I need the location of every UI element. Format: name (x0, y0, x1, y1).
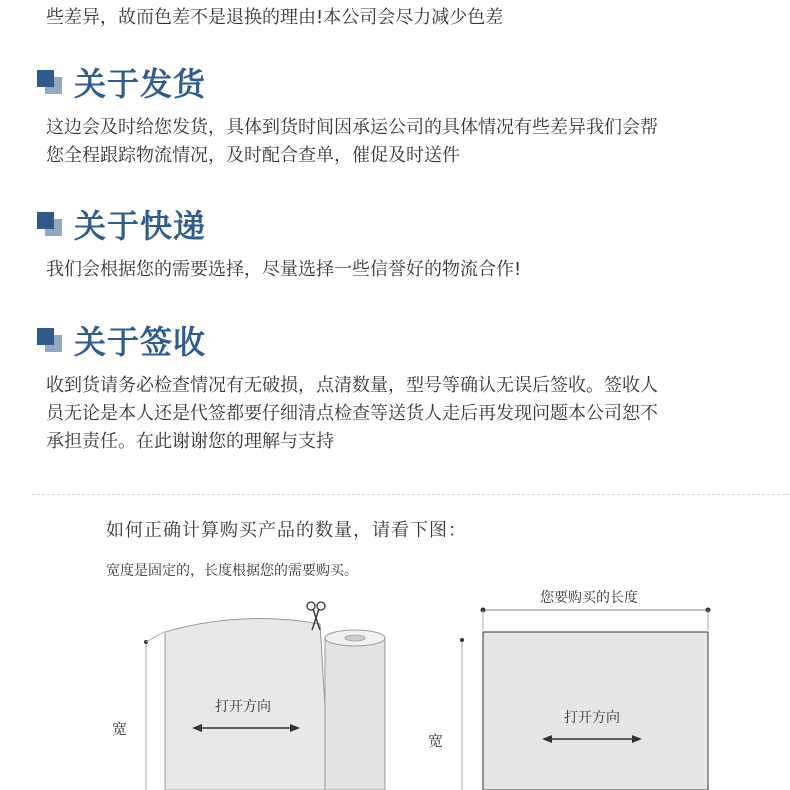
section-heading (36, 202, 756, 246)
heading-text: 关于发货 (74, 65, 207, 103)
right-length-label: 您要购买的长度 (540, 590, 638, 606)
section-shipping (36, 60, 756, 170)
section-body (46, 114, 756, 170)
left-width-label: 宽 (112, 720, 128, 738)
square-bullet-icon (36, 68, 66, 96)
roll-cylinder (325, 630, 385, 790)
square-bullet-icon (36, 210, 66, 238)
heading-text: 关于签收 (74, 323, 207, 361)
body-line: 我们会根据您的需要选择，尽量选择一些信誉好的物流合作! (46, 259, 522, 280)
section-heading (36, 318, 756, 362)
diagram-subtitle: 宽度是固定的，长度根据您的需要购买。 (106, 563, 358, 579)
section-body (46, 372, 756, 456)
body-line: 承担责任。在此谢谢您的理解与支持 (46, 431, 334, 452)
body-line: 员无论是本人还是代签都要仔细清点检查等送货人走后再发现问题本公司恕不 (46, 403, 658, 424)
heading-text: 关于快递 (74, 207, 207, 245)
body-line: 您全程跟踪物流情况，及时配合查单，催促及时送件 (46, 145, 460, 166)
body-line: 收到货请务必检查情况有无破损，点清数量，型号等确认无误后签收。签收人 (46, 375, 658, 396)
right-width-label: 宽 (428, 732, 444, 750)
dashed-divider (32, 494, 790, 495)
diagram-title: 如何正确计算购买产品的数量，请看下图： (106, 520, 467, 541)
right-width-measure (460, 638, 464, 790)
section-receipt (36, 318, 756, 456)
body-line: 这边会及时给您发货，具体到货时间因承运公司的具体情况有些差异我们会帮 (46, 117, 658, 138)
right-length-measure (481, 608, 711, 631)
section-body (46, 256, 756, 284)
section-express (36, 202, 756, 284)
right-open-label: 打开方向 (564, 710, 620, 726)
square-bullet-icon (36, 326, 66, 354)
section-heading (36, 60, 756, 104)
purchase-length-diagram (0, 580, 790, 790)
intro-tail-text: 些差异，故而色差不是退换的理由!本公司会尽力减少色差 (46, 7, 504, 28)
left-width-measure (144, 632, 164, 790)
left-open-label: 打开方向 (215, 699, 271, 715)
